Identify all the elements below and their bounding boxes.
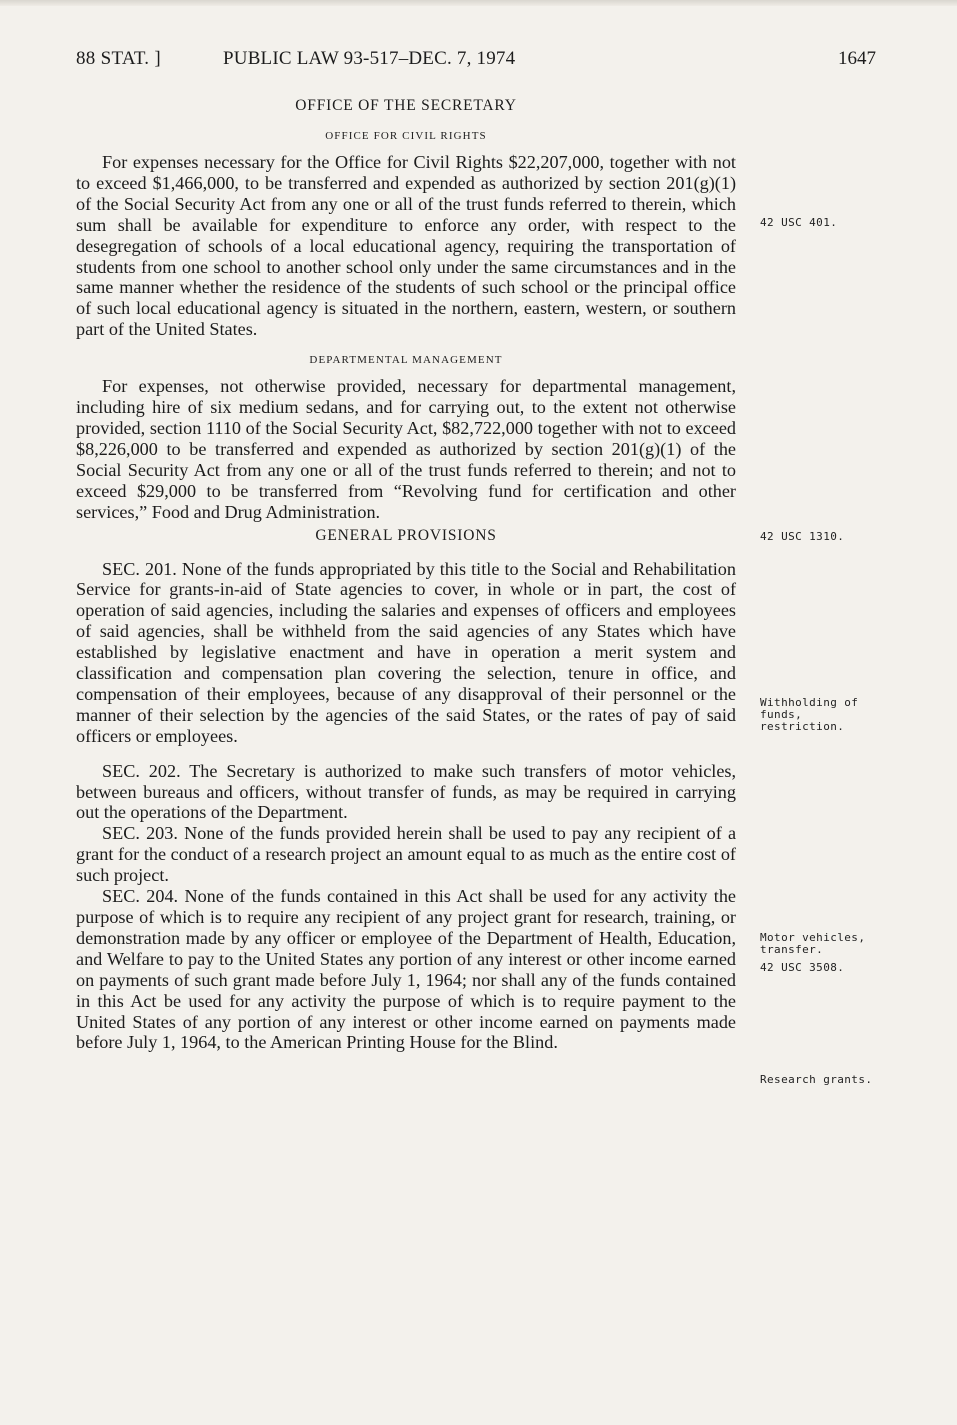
sec-201-paragraph: [76, 559, 736, 747]
sec-202-paragraph: [76, 761, 736, 824]
margin-note-research-grants: Research grants.: [760, 1073, 873, 1086]
page-number: 1647: [838, 48, 876, 69]
sec-204-paragraph: [76, 886, 736, 1053]
page-edge-shadow: [0, 0, 957, 6]
margin-note-42-usc-3508: 42 USC 3508.: [760, 961, 845, 974]
margin-note-motor-vehicles: Motor vehicles, transfer.: [760, 931, 866, 956]
sec-203-paragraph: [76, 823, 736, 886]
margin-note-42-usc-1310: 42 USC 1310.: [760, 530, 845, 543]
section-title-departmental-management: DEPARTMENTAL MANAGEMENT: [309, 354, 503, 367]
departmental-management-paragraph: For expenses, not otherwise provided, necessary for departmental management, including hire of six medium sedans, and for carrying out, to the extent not otherwise provided, section 1110 of the Social Security Act, $82,722,000 together with not to exceed $8,226,000 to be transferred and expended as authorized by section 201(g)(1) of the Social Security Act from any one or all of the trust funds referred to therein; and not to exceed $29,000 to be transferred from “Revolving fund for certification and other services,” Food and Drug Administration.: [76, 376, 736, 522]
civil-rights-paragraph: For expenses necessary for the Office for Civil Rights $22,207,000, together with not to exceed $1,466,000, to be transferred and expended as authorized by section 201(g)(1) of the Social Security Act from any one or all of the trust funds referred to therein, which sum shall be available for expenditure to enforce any order, with respect to the desegregation of schools of a local educational agency, requiring the transportation of students from one school to another school only under the same circumstances and in the same manner whether the residence of the students of such school or the principal office of such local educational agency is situated in the northern, eastern, western, or southern part of the United States.: [76, 152, 736, 340]
sec-202-label: SEC. 202.: [102, 760, 181, 781]
sec-203-text: None of the funds provided herein shall be used to pay any recipient of a grant for the conduct of a research project an amount equal to as much as the entire cost of such project.: [76, 823, 737, 886]
sec-201-text: None of the funds appropriated by this title to the Social and Rehabilitation Service for grants-in-aid of State agencies to cover, in whole or in part, the cost of operation of said agencies, including the salaries and expenses of officers and employees of said agencies, shall be withheld from the said agencies of any States which have established by legislative enactment and have in operation a merit system and classification and compensation plan covering the selection, tenure in office, and compensation of their employees, because of any disapproval of their personnel or the manner of their selection by the agencies of the said States, or the rates of pay of said officers or employees.: [76, 558, 736, 746]
statute-volume: 88 STAT. ]: [76, 48, 162, 69]
margin-note-withholding: Withholding of funds, restriction.: [760, 696, 859, 733]
margin-note-42-usc-401: 42 USC 401.: [760, 216, 838, 229]
office-heading: OFFICE OF THE SECRETARY: [295, 97, 517, 114]
sec-202-text: The Secretary is authorized to make such transfers of motor vehicles, between bureaus and officers, without transfer of funds, as may be required in carrying out the operations of the Department.: [76, 760, 737, 823]
section-title-civil-rights: OFFICE FOR CIVIL RIGHTS: [325, 130, 487, 142]
sec-204-label: SEC. 204.: [102, 886, 179, 907]
main-text-column: [76, 97, 736, 1053]
sec-204-text: None of the funds contained in this Act shall be used for any activity the purpose of which is to require any recipient of any project grant for research, training, or demonstration made by any officer or employee of the Department of Health, Education, and Welfare to pay to the United States any portion of any interest or other income earned on payments of such grant made before July 1, 1964; nor shall any of the funds contained in this Act be used for any activity the purpose of which is to require payment to the United States of any portion of any interest or other income earned on payments made before July 1, 1964, to the American Printing House for the Blind.: [76, 886, 737, 1053]
general-provisions-heading: GENERAL PROVISIONS: [315, 526, 497, 544]
sec-203-label: SEC. 203.: [102, 823, 178, 844]
public-law-title: PUBLIC LAW 93-517–DEC. 7, 1974: [223, 48, 516, 69]
running-header: [76, 48, 876, 76]
sec-201-label: SEC. 201.: [102, 558, 177, 579]
